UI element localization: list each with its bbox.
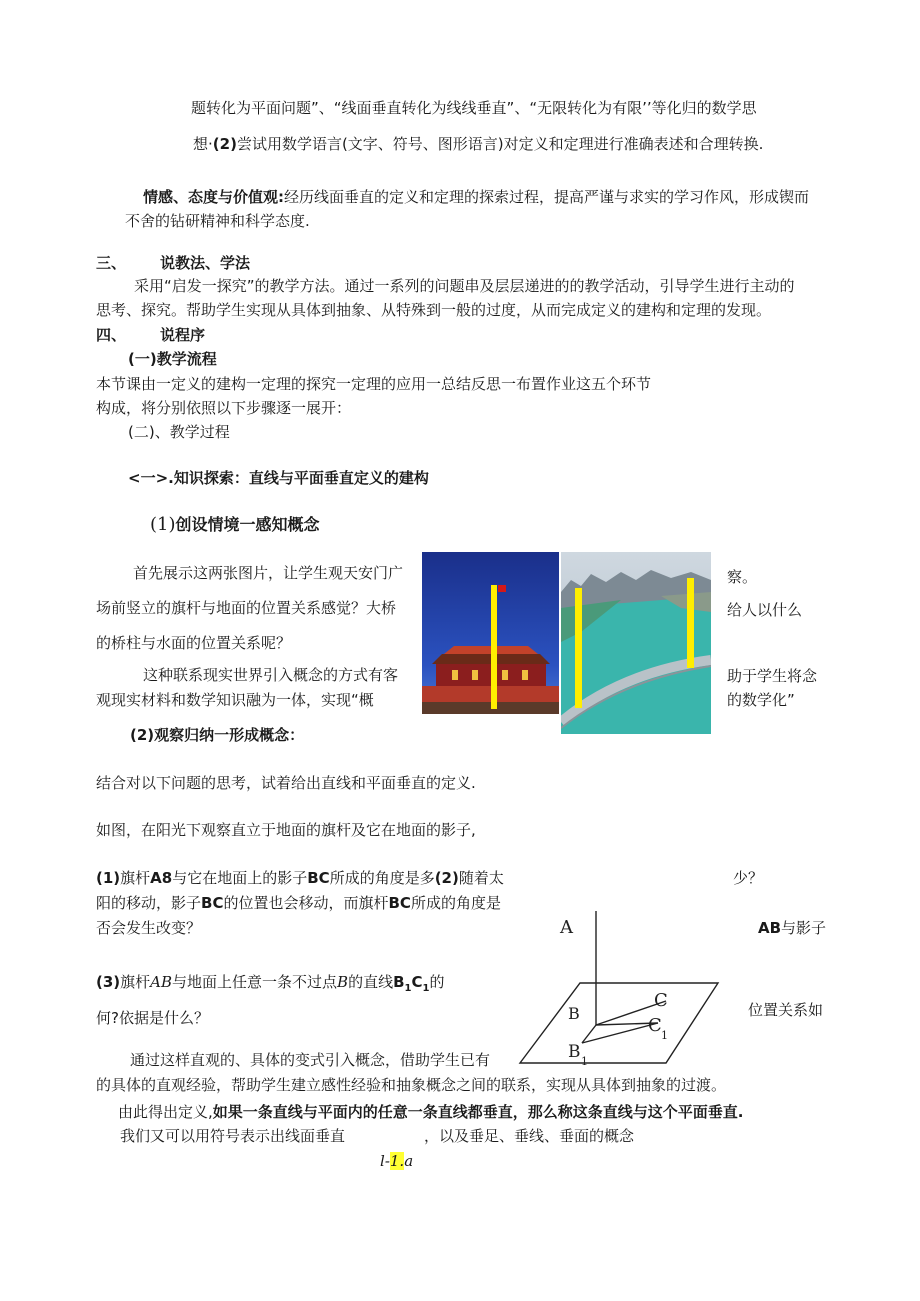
label-a: A: [560, 917, 573, 938]
bridge-pier-highlight-left: [575, 588, 582, 708]
intro-line-2: [193, 134, 763, 154]
emotion-goal-label: 情感、态度与价值观:: [143, 188, 284, 206]
photo-text-right-4: 的数学化”: [727, 691, 795, 709]
q-number: (3): [96, 973, 121, 991]
segment-label: A8: [150, 869, 173, 887]
photo-text-4: 这种联系现实世界引入概念的方式有客: [143, 666, 399, 684]
emotion-goal-line: [143, 187, 809, 207]
bridge-photo: [561, 552, 711, 734]
question-1-line: [96, 868, 504, 888]
text-seg: 随着太: [458, 869, 504, 887]
photo-text-2: 场前竖立的旗杆与地面的位置关系感觉？大桥: [96, 599, 397, 617]
label-b: B: [568, 1004, 580, 1023]
segment-label: AB: [150, 973, 173, 991]
step-1-heading: [150, 515, 320, 535]
segment-label: BC: [307, 869, 330, 887]
text-seg: 想·: [193, 135, 213, 153]
symbol-highlight: 1.: [389, 1152, 405, 1170]
flagpole-highlight: [491, 585, 497, 709]
subscript: 1: [404, 983, 412, 994]
photo-text-3: 的桥柱与水面的位置关系呢？: [96, 634, 292, 652]
label-b1-subscript: 1: [581, 1055, 588, 1068]
flagpole-plane-figure: [518, 905, 728, 1073]
symbol-intro-line-2: ，以及垂足、垂线、垂面的概念: [424, 1127, 635, 1145]
segment-label: B: [393, 973, 405, 991]
photo-text-right-2: 给人以什么: [727, 601, 803, 619]
photo-text-right-1: 察。: [727, 568, 758, 586]
photo-text-5: 观现实材料和数学知识融为一体，实现“概: [96, 691, 374, 709]
item-number: (2): [212, 135, 237, 153]
segment-label: BC: [201, 894, 224, 912]
intro-line-1: 题转化为平面问题”、“线面垂直转化为线线垂直”、“无限转化为有限’’等化归的数学思: [191, 99, 757, 117]
question-2-line-2: 否会发生改变？: [96, 919, 202, 937]
label-c1: C: [648, 1015, 662, 1036]
part-1-heading: <一>.知识探索：直线与平面垂直定义的建构: [128, 469, 429, 487]
question-3-line: [96, 972, 445, 999]
subscript: 1: [422, 983, 430, 994]
question-1-right: 少？: [733, 869, 764, 887]
method-line-2: 思考、探究。帮助学生实现从具体到抽象、从特殊到一般的过度，从而完成定义的建构和定理的发现。: [96, 301, 772, 319]
section-3-number: 三、: [96, 254, 127, 272]
text-seg: 的直线: [348, 973, 394, 991]
question-2-right: [758, 918, 826, 938]
step-2-heading: (2)观察归纳一形成概念：: [130, 726, 305, 744]
text-seg: 所成的角度是: [410, 894, 501, 912]
text-seg: 旗杆: [120, 973, 151, 991]
label-c: C: [654, 990, 668, 1011]
text-seg: 与影子: [781, 919, 827, 937]
conclusion-line-2: 的具体的直观经验，帮助学生建立感性经验和抽象概念之间的联系，实现从具体到抽象的过渡。: [96, 1076, 727, 1094]
text-seg: 阳的移动，影子: [96, 894, 202, 912]
text-seg: 与它在地面上的影子: [172, 869, 308, 887]
label-c1-subscript: 1: [661, 1029, 668, 1042]
subsection-teaching-flow: (一)教学流程: [128, 350, 217, 368]
tiananmen-illustration: [422, 552, 559, 714]
text-seg: 旗杆: [120, 869, 151, 887]
bridge-pier-highlight-right: [687, 578, 694, 668]
photo-text-1: 首先展示这两张图片，让学生观天安门广: [133, 564, 404, 582]
segment-label: AB: [758, 919, 782, 937]
subsection-teaching-process: (二)、教学过程: [128, 423, 230, 441]
text-seg: 经历线面垂直的定义和定理的探索过程，提高严谨与求实的学习作风，形成锲而: [284, 188, 810, 206]
text-seg: 所成的角度是多: [329, 869, 435, 887]
segment-label: C: [411, 973, 423, 991]
text-seg: 尝试用数学语言(文字、符号、图形语言)对定义和定理进行准确表述和合理转换.: [236, 135, 764, 153]
step-title: 创设情境一感知概念: [175, 515, 320, 534]
bridge-illustration: [561, 552, 711, 734]
emotion-goal-line-2: 不舍的钻研精神和科学态度.: [125, 212, 310, 230]
label-b1: B: [568, 1042, 581, 1062]
definition-line: [118, 1102, 743, 1122]
method-line-1: 采用“启发一探究”的教学方法。通过一系列的问题串及层层递进的的教学活动，引导学生进行主动的: [134, 277, 795, 295]
line-b1c1: [582, 1023, 658, 1043]
question-2-line: [96, 893, 501, 913]
symbol-l: l: [380, 1152, 385, 1170]
section-4-number: 四、: [96, 326, 127, 344]
flag-shape: [498, 585, 506, 592]
symbol-a: a: [404, 1152, 414, 1170]
section-4-title: 说程序: [160, 326, 206, 344]
text-seg: 的: [429, 973, 445, 991]
text-seg: 的位置也会移动，而旗杆: [223, 894, 389, 912]
flow-line-1: 本节课由一定义的建构一定理的探究一定理的应用一总结反思一布置作业这五个环节: [96, 375, 652, 393]
point-label: B: [337, 973, 349, 991]
ground-plane: [520, 983, 718, 1063]
perpendicular-symbol: [380, 1151, 413, 1171]
q-number: (2): [434, 869, 459, 887]
observe-line: 如图，在阳光下观察直立于地面的旗杆及它在地面的影子,: [96, 821, 476, 839]
tiananmen-flagpole-photo: [422, 552, 559, 714]
photo-text-right-3: 助于学生将念: [727, 667, 818, 685]
symbol-dash: -: [384, 1152, 390, 1170]
symbol-intro-line: 我们又可以用符号表示出线面垂直: [120, 1127, 346, 1145]
question-intro: 结合对以下问题的思考，试着给出直线和平面垂直的定义.: [96, 774, 476, 792]
text-seg: 与地面上任意一条不过点: [172, 973, 338, 991]
definition-statement: 如果一条直线与平面内的任意一条直线都垂直，那么称这条直线与这个平面垂直.: [212, 1103, 744, 1121]
segment-label: BC: [388, 894, 411, 912]
geometry-diagram: [518, 905, 728, 1073]
section-3-title: 说教法、学法: [160, 254, 251, 272]
step-number: (1): [150, 514, 176, 535]
conclusion-line-1: 通过这样直观的、具体的变式引入概念，借助学生已有: [130, 1051, 491, 1069]
text-seg: 由此得出定义,: [118, 1103, 213, 1121]
question-3-right: 位置关系如: [748, 1001, 824, 1019]
question-3-line-2: 何?依据是什么？: [96, 1009, 209, 1027]
flow-line-2: 构成，将分别依照以下步骤逐一展开：: [96, 399, 352, 417]
q-number: (1): [96, 869, 121, 887]
